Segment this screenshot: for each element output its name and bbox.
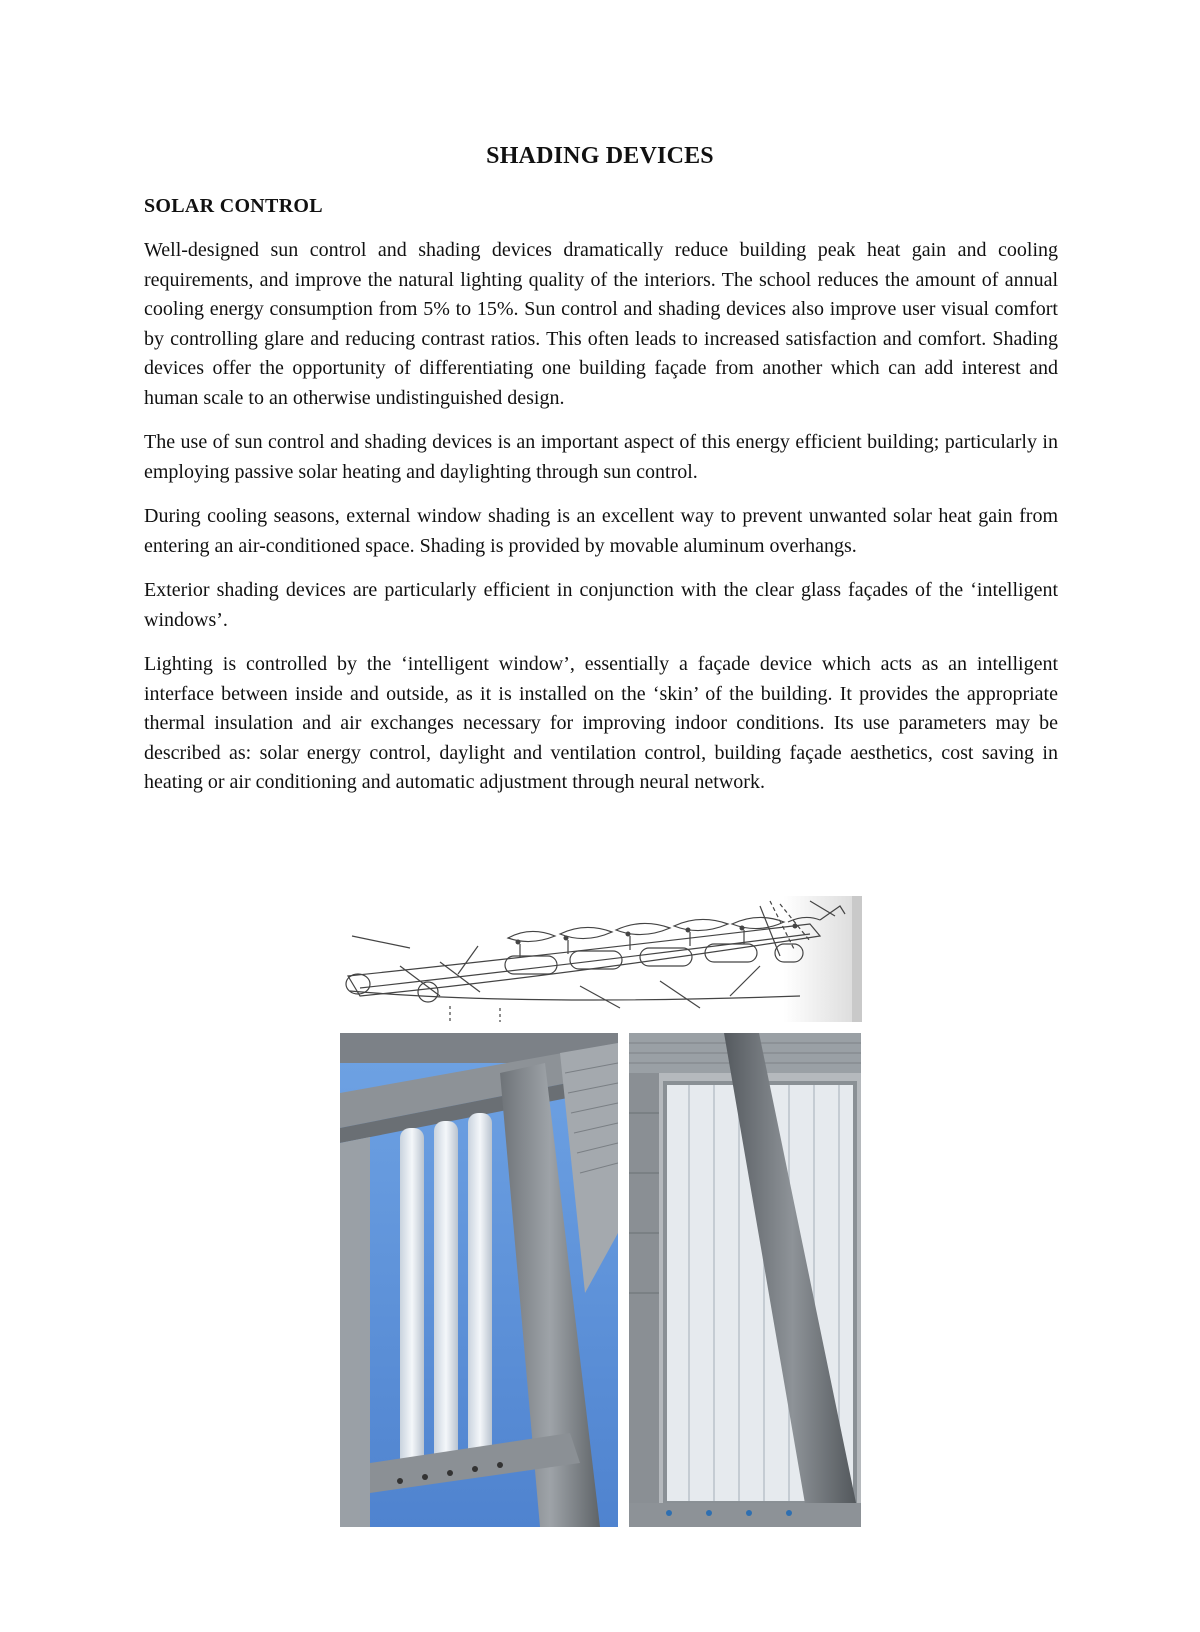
louver-photo-sky	[340, 1033, 618, 1527]
paragraph-1: Well-designed sun control and shading devices dramatically reduce building peak heat gain and cooling requirements, and improve the natural lighting quality of the interiors. The school reduces the amount of annual cooling energy consumption from 5% to 15%. Sun control and shading devices also improve user visual comfort by controlling glare and reducing contrast ratios. This often leads to increased satisfaction and comfort. Shading devices offer the opportunity of differentiating one building façade from another which can add interest and human scale to an otherwise undistinguished design.	[144, 239, 1058, 409]
paragraph-2: The use of sun control and shading devices is an important aspect of this energy efficient building; particularly in employing passive solar heating and daylighting through sun control.	[144, 431, 1058, 483]
louver-photo-closed	[629, 1033, 861, 1527]
paragraph-5: Lighting is controlled by the ‘intelligent window’, essentially a façade device which acts as an intelligent interface between inside and outside, as it is installed on the ‘skin’ of the building. It provides the appropriate thermal insulation and air exchanges necessary for improving indoor conditions. Its use parameters may be described as: solar energy control, daylight and ventilation control, building façade aesthetics, cost saving in heating or air conditioning and automatic adjustment through neural network.	[144, 653, 1058, 793]
paragraph-4: Exterior shading devices are particularly efficient in conjunction with the clear glass façades of the ‘intelligent windows’.	[144, 579, 1058, 631]
shading-figure	[340, 896, 862, 1632]
section-heading: SOLAR CONTROL	[144, 195, 323, 217]
paragraph-3: During cooling seasons, external window shading is an excellent way to prevent unwanted solar heat gain from entering an air-conditioned space. Shading is provided by movable aluminum overhangs.	[144, 505, 1058, 557]
louver-section-diagram	[340, 896, 862, 1022]
body-text	[144, 236, 1058, 813]
page-title: SHADING DEVICES	[486, 143, 714, 169]
